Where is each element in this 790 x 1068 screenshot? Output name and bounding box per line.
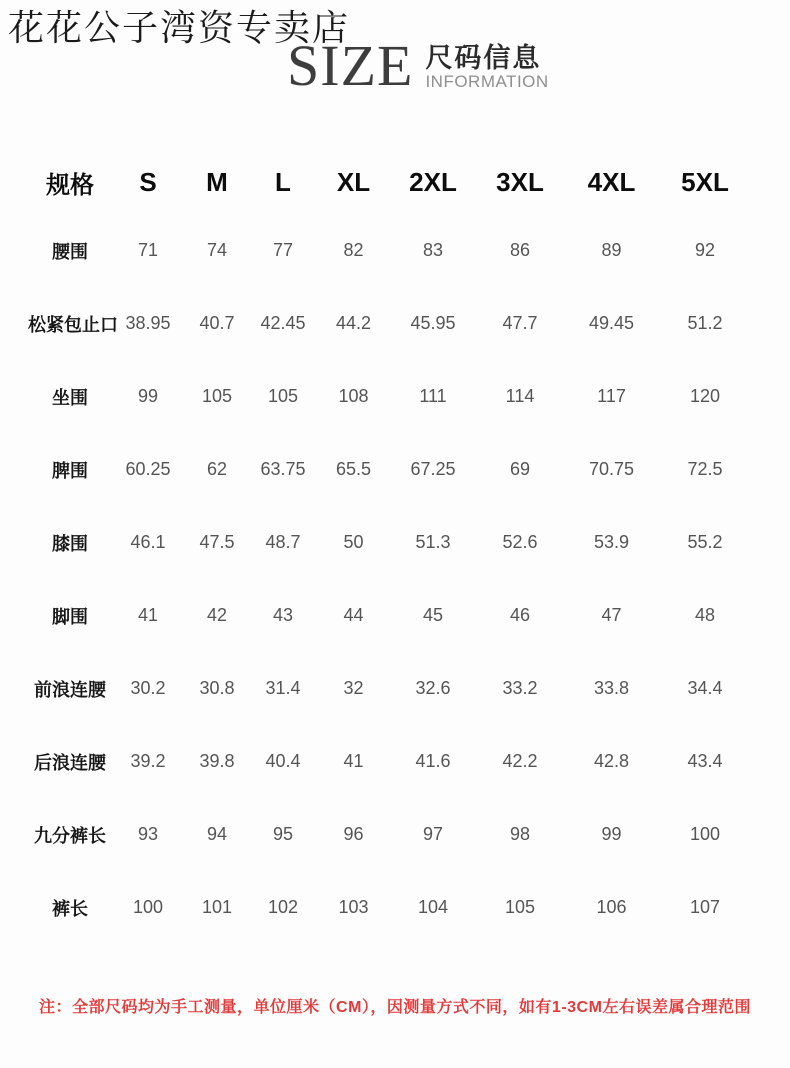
size-value-cell: 108 — [338, 386, 369, 406]
size-value-cell: 32 — [343, 678, 364, 698]
size-table-row — [0, 433, 752, 506]
size-value-cell: 83 — [422, 240, 444, 260]
size-value-cell: 105 — [267, 386, 299, 406]
measurement-label: 膝围 — [52, 533, 88, 554]
measurement-label: 松紧包止口 — [28, 314, 118, 335]
size-value-cell: 94 — [206, 824, 228, 844]
size-value-cell: 46 — [509, 605, 531, 625]
size-value-cell: 67.25 — [410, 459, 456, 479]
size-value-cell: 100 — [689, 824, 721, 844]
size-value-cell: 50 — [343, 532, 364, 552]
measurement-label: 腰围 — [52, 241, 88, 262]
size-table-row — [0, 360, 752, 433]
size-value-cell: 99 — [137, 386, 159, 406]
size-value-cell: 107 — [689, 897, 721, 917]
size-table-row — [0, 579, 752, 652]
size-value-cell: 41.6 — [415, 751, 451, 771]
size-value-cell: 51.2 — [687, 313, 723, 333]
size-logo-text: SIZE — [287, 33, 414, 98]
measurement-label: 前浪连腰 — [34, 679, 106, 700]
size-value-cell: 46.1 — [130, 532, 166, 552]
size-value-cell: 47.5 — [199, 532, 235, 552]
size-value-cell: 89 — [601, 240, 622, 260]
measurement-note: 注：全部尺码均为手工测量，单位厘米（CM），因测量方式不同，如有1-3CM左右误差属合理范围 — [39, 999, 751, 1016]
size-value-cell: 40.4 — [265, 751, 301, 771]
measurement-label: 九分裤长 — [34, 825, 106, 846]
size-table-row — [0, 214, 752, 287]
size-value-cell: 51.3 — [415, 532, 451, 552]
size-value-cell: 32.6 — [415, 678, 451, 698]
size-value-cell: 40.7 — [199, 313, 235, 333]
size-value-cell: 47 — [601, 605, 622, 625]
size-value-cell: 63.75 — [260, 459, 306, 479]
size-value-cell: 42 — [206, 605, 228, 625]
size-value-cell: 30.2 — [130, 678, 166, 698]
size-value-cell: 70.75 — [588, 459, 635, 479]
size-value-cell: 33.8 — [593, 678, 630, 698]
size-column-header: 2XL — [409, 166, 457, 197]
size-value-cell: 45 — [422, 605, 444, 625]
size-value-cell: 65.5 — [335, 459, 372, 479]
size-value-cell: 41 — [343, 751, 364, 771]
measurement-label: 后浪连腰 — [34, 752, 106, 773]
size-column-header: 3XL — [496, 166, 544, 197]
size-column-header: 5XL — [681, 166, 729, 197]
size-value-cell: 48.7 — [265, 532, 301, 552]
size-value-cell: 82 — [343, 240, 364, 260]
size-value-cell: 39.8 — [199, 751, 235, 771]
size-value-cell: 49.45 — [588, 313, 635, 333]
size-value-cell: 101 — [201, 897, 233, 917]
size-column-header: 4XL — [587, 166, 636, 197]
size-value-cell: 42.45 — [260, 313, 306, 333]
size-value-cell: 100 — [132, 897, 164, 917]
size-value-cell: 44 — [343, 605, 364, 625]
size-value-cell: 77 — [272, 240, 294, 260]
size-info-logo — [287, 33, 549, 98]
size-value-cell: 38.95 — [125, 313, 171, 333]
size-value-cell: 86 — [509, 240, 531, 260]
size-value-cell: 53.9 — [593, 532, 630, 552]
size-value-cell: 103 — [338, 897, 369, 917]
size-value-cell: 92 — [694, 240, 716, 260]
size-info-title-cn: 尺码信息 — [425, 43, 542, 73]
size-value-cell: 44.2 — [335, 313, 372, 333]
size-value-cell: 60.25 — [125, 459, 171, 479]
size-table-row — [0, 506, 752, 579]
size-value-cell: 105 — [504, 897, 536, 917]
size-table-row — [0, 725, 752, 798]
size-table-row — [0, 798, 752, 871]
size-value-cell: 102 — [267, 897, 299, 917]
size-value-cell: 72.5 — [687, 459, 723, 479]
size-table-body — [0, 214, 752, 944]
size-column-header: L — [275, 166, 291, 197]
size-value-cell: 104 — [417, 897, 449, 917]
size-value-cell: 96 — [343, 824, 364, 844]
size-value-cell: 114 — [505, 386, 535, 406]
store-name: 花花公子湾资专卖店 — [8, 8, 351, 48]
size-table-row — [0, 871, 752, 944]
size-value-cell: 48 — [694, 605, 716, 625]
size-value-cell: 42.2 — [502, 751, 538, 771]
measurement-label: 裤长 — [52, 898, 88, 919]
size-value-cell: 97 — [422, 824, 444, 844]
spec-column-header: 规格 — [46, 171, 94, 199]
size-value-cell: 41 — [137, 605, 159, 625]
size-value-cell: 111 — [419, 386, 447, 406]
size-table-row — [0, 287, 752, 360]
size-column-header: S — [139, 166, 157, 197]
size-value-cell: 30.8 — [199, 678, 235, 698]
size-value-cell: 71 — [137, 240, 159, 260]
size-value-cell: 55.2 — [687, 532, 723, 552]
size-value-cell: 99 — [601, 824, 622, 844]
size-value-cell: 106 — [596, 897, 627, 917]
size-value-cell: 117 — [597, 386, 626, 406]
size-value-cell: 98 — [509, 824, 531, 844]
size-value-cell: 43.4 — [687, 751, 723, 771]
size-value-cell: 47.7 — [502, 313, 538, 333]
size-value-cell: 74 — [206, 240, 228, 260]
measurement-label: 脚围 — [52, 606, 88, 627]
size-value-cell: 31.4 — [265, 678, 301, 698]
size-value-cell: 120 — [689, 386, 721, 406]
size-table-header-row — [0, 150, 752, 214]
size-chart-table — [0, 150, 752, 944]
size-value-cell: 62 — [206, 459, 228, 479]
size-info-title-en: INFORMATION — [425, 72, 549, 91]
size-value-cell: 39.2 — [130, 751, 166, 771]
size-value-cell: 69 — [509, 459, 531, 479]
measurement-label: 脾围 — [52, 460, 88, 481]
size-value-cell: 43 — [272, 605, 294, 625]
size-value-cell: 34.4 — [687, 678, 723, 698]
size-logo-subtitle — [425, 38, 548, 92]
size-value-cell: 93 — [137, 824, 159, 844]
measurement-label: 坐围 — [52, 387, 88, 408]
size-value-cell: 42.8 — [593, 751, 630, 771]
size-value-cell: 52.6 — [502, 532, 538, 552]
size-value-cell: 45.95 — [410, 313, 456, 333]
size-value-cell: 105 — [201, 386, 233, 406]
size-column-header: M — [206, 166, 228, 197]
size-column-header: XL — [336, 166, 371, 197]
size-value-cell: 33.2 — [502, 678, 538, 698]
size-table-row — [0, 652, 752, 725]
size-value-cell: 95 — [272, 824, 294, 844]
